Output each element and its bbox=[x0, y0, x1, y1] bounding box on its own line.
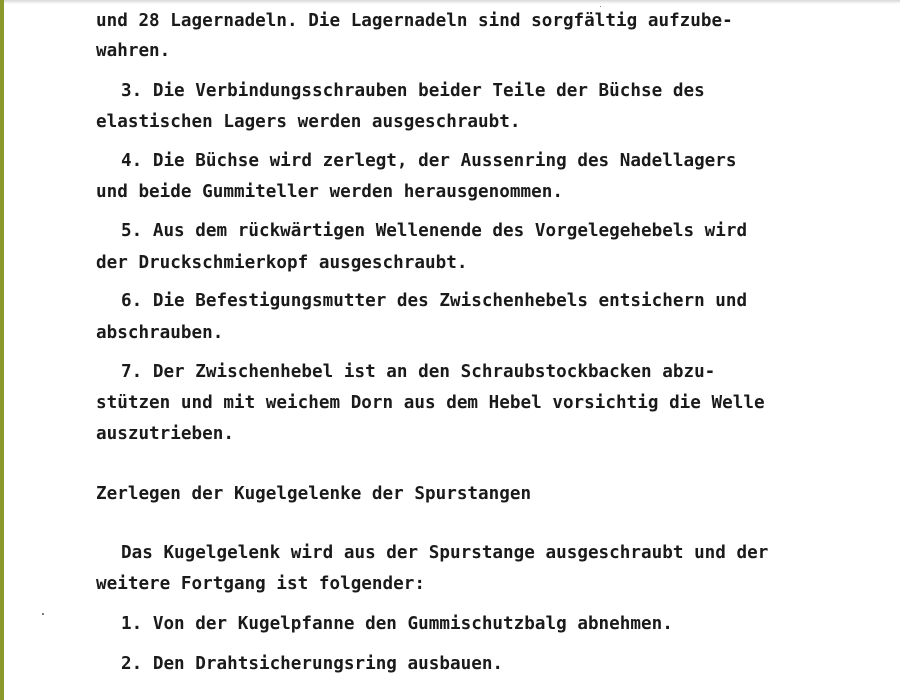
list-item-4: 4. Die Büchse wird zerlegt, der Aussenring des Nadellagers bbox=[121, 151, 737, 171]
text-line: stützen und mit weichem Dorn aus dem Hebel vorsichtig die Welle bbox=[96, 393, 765, 413]
list-item-6: 6. Die Befestigungsmutter des Zwischenhebels entsichern und bbox=[121, 291, 748, 311]
list-item-7: 7. Der Zwischenhebel ist an den Schraubstockbacken abzu- bbox=[121, 362, 716, 382]
text-line: abschrauben. bbox=[96, 323, 224, 343]
list-item-2: 2. Den Drahtsicherungsring ausbauen. bbox=[121, 654, 504, 674]
document-page bbox=[4, 0, 900, 700]
paragraph-line: Das Kugelgelenk wird aus der Spurstange ausgeschraubt und der bbox=[121, 543, 769, 563]
text-line: elastischen Lagers werden ausgeschraubt. bbox=[96, 112, 521, 132]
text-line: und 28 Lagernadeln. Die Lagernadeln sind sorgfältig aufzube- bbox=[96, 11, 733, 31]
paragraph-line: weitere Fortgang ist folgender: bbox=[96, 574, 425, 594]
list-item-3: 3. Die Verbindungsschrauben beider Teile der Büchse des bbox=[121, 81, 705, 101]
section-heading: Zerlegen der Kugelgelenke der Spurstangen bbox=[96, 484, 532, 504]
scan-speck bbox=[42, 613, 44, 615]
scan-top-edge bbox=[4, 0, 900, 4]
text-line: auszutrieben. bbox=[96, 424, 234, 444]
text-line: wahren. bbox=[96, 41, 171, 61]
scan-speck bbox=[600, 6, 601, 7]
list-item-5: 5. Aus dem rückwärtigen Wellenende des Vorgelegehebels wird bbox=[121, 221, 748, 241]
list-item-1: 1. Von der Kugelpfanne den Gummischutzbalg abnehmen. bbox=[121, 614, 673, 634]
text-line: der Druckschmierkopf ausgeschraubt. bbox=[96, 253, 468, 273]
text-line: und beide Gummiteller werden herausgenommen. bbox=[96, 182, 563, 202]
